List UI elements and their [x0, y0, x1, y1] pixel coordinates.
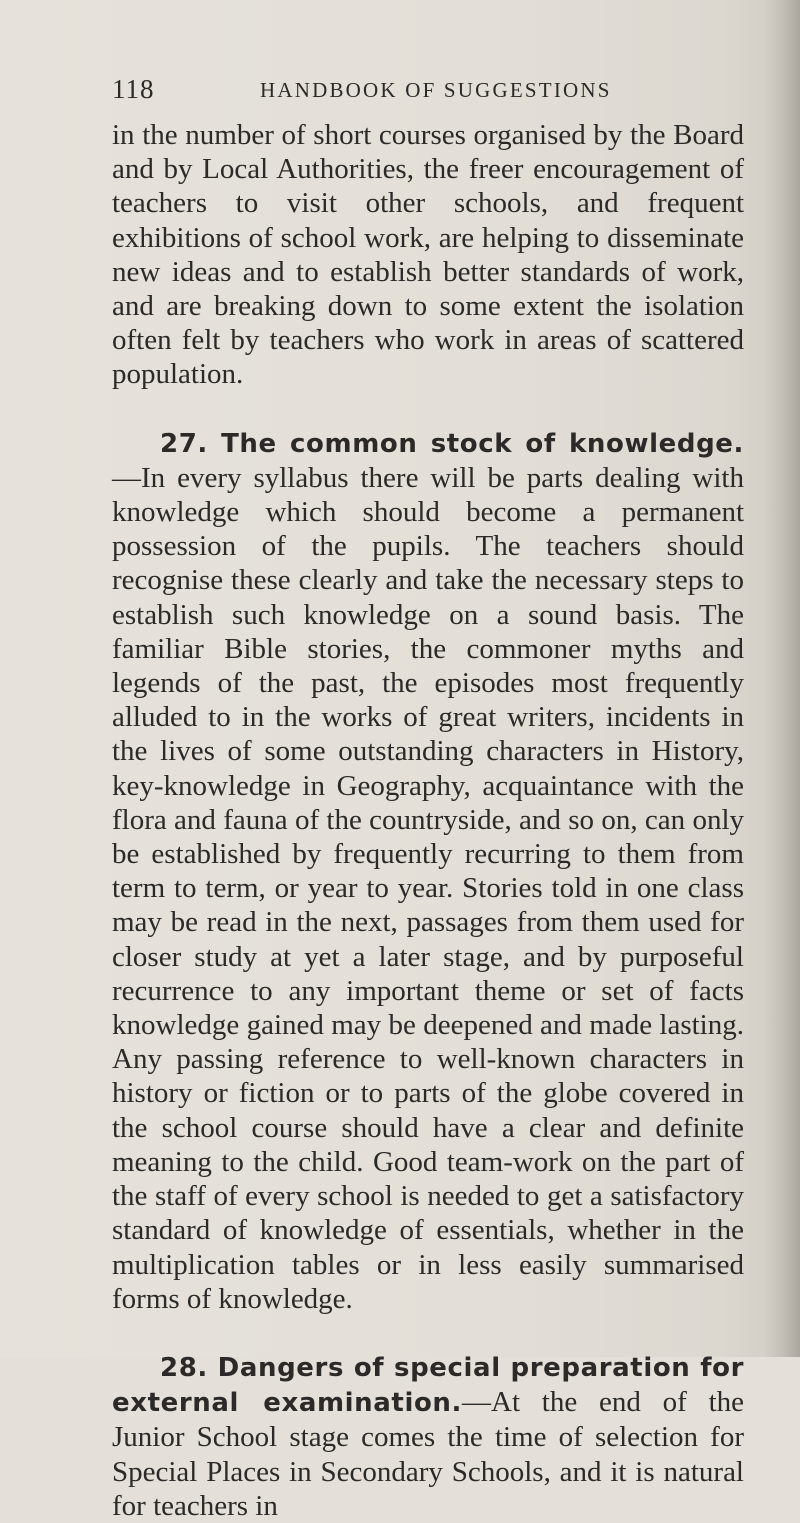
paragraph-continuation: in the number of short courses organised by the Board and by Local Authorities, the freer encouragement of teachers to visit other schools, and frequent exhibitions of school work, are helping to disseminate new ideas and to establish better standards of work, and are breaking down to some extent the isolation often felt by teachers who work in areas of scattered population. [112, 119, 744, 391]
paragraph-section-28 [112, 1350, 744, 1523]
section-28-text: —At the end of the Junior School stage comes the time of selection for Special Places in Secondary Schools, and it is natural for teachers in [112, 1386, 744, 1522]
page-edge-shadow [764, 0, 800, 1357]
section-28-heading: 28. Dangers of special preparation for external examination. [112, 1352, 744, 1419]
paragraph-section-27 [112, 426, 744, 1316]
section-27-heading: 27. The common stock of knowledge. [160, 428, 744, 459]
page-number: 118 [112, 74, 155, 104]
running-head [112, 68, 732, 108]
running-title: HANDBOOK OF SUGGESTIONS [260, 78, 612, 102]
body-text [112, 118, 744, 1523]
section-27-text: —In every syllabus there will be parts dealing with knowledge which should become a permanent possession of the pupils. The teachers should recognise these clearly and take the necessary steps to establish such knowledge on a sound basis. The familiar Bible stories, the commoner myths and legends of the past, the episodes most frequently alluded to in the works of great writers, incidents in the lives of some outstanding characters in History, key-knowledge in Geography, acquaintance with the flora and fauna of the countryside, and so on, can only be established by frequently recurring to them from term to term, or year to year. Stories told in one class may be read in the next, passages from them used for closer study at yet a later stage, and by purposeful recurrence to any important theme or set of facts knowledge gained may be deepened and made lasting. Any passing reference to well-known characters in history or fiction or to parts of the globe covered in the school course should have a clear and definite meaning to the child. Good team-work on the part of the staff of every school is needed to get a satisfactory standard of knowledge of essentials, whether in the multiplication tables or in less easily summarised forms of knowledge. [112, 461, 744, 1315]
